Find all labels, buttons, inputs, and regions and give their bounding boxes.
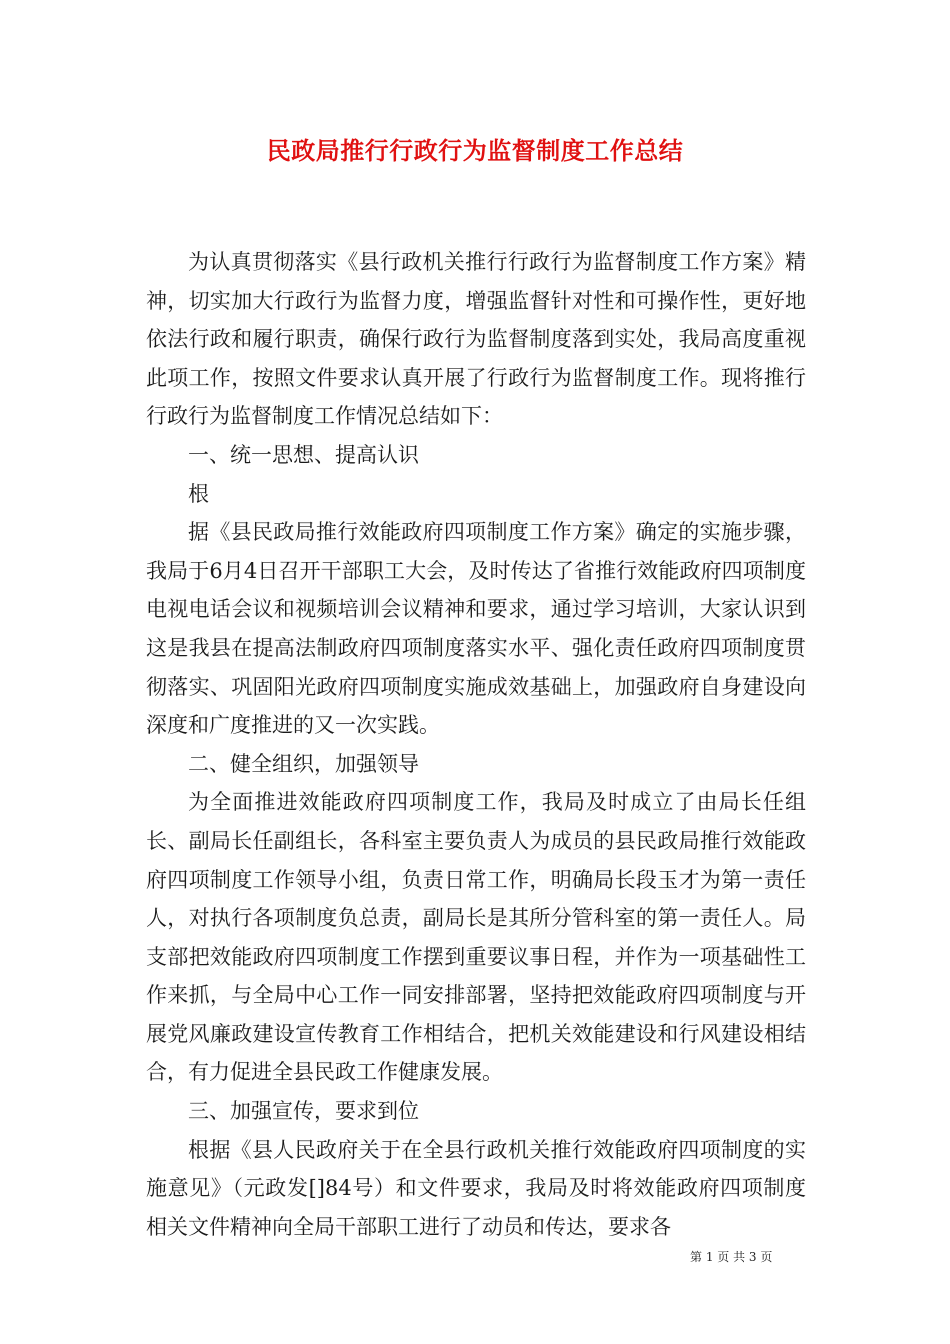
body-paragraph: 据《县民政局推行效能政府四项制度工作方案》确定的实施步骤，我局于6月4日召开干部职工大会，及时传达了省推行效能政府四项制度电视电话会议和视频培训会议精神和要求，通过学习培训，大家认识到这是我县在提高法制政府四项制度落实水平、强化责任政府四项制度贯彻落实、巩固阳光政府四项制度实施成效基础上，加强政府自身建设向深度和广度推进的又一次实践。 bbox=[146, 520, 806, 738]
body-paragraph: 根据《县人民政府关于在全县行政机关推行效能政府四项制度的实施意见》（元政发[]84号）和文件要求，我局及时将效能政府四项制度相关文件精神向全局干部职工进行了动员和传达，要求各 bbox=[146, 1137, 806, 1239]
intro-paragraph: 为认真贯彻落实《县行政机关推行行政行为监督制度工作方案》精神，切实加大行政行为监督力度，增强监督针对性和可操作性，更好地依法行政和履行职责，确保行政行为监督制度落到实处，我局高度重视此项工作，按照文件要求认真开展了行政行为监督制度工作。现将推行行政行为监督制度工作情况总结如下： bbox=[146, 250, 806, 429]
section-heading-3: 三、加强宣传，要求到位 bbox=[188, 1099, 419, 1124]
document-title: 民政局推行行政行为监督制度工作总结 bbox=[266, 136, 684, 165]
body-paragraph: 为全面推进效能政府四项制度工作，我局及时成立了由局长任组长、副局长任副组长，各科室主要负责人为成员的县民政局推行效能政府四项制度工作领导小组，负责日常工作，明确局长段玉才为第一责任人，对执行各项制度负总责，副局长是其所分管科室的第一责任人。局支部把效能政府四项制度工作摆到重要议事日程，并作为一项基础性工作来抓，与全局中心工作一同安排部署，坚持把效能政府四项制度与开展党风廉政建设宣传教育工作相结合，把机关效能建设和行风建设相结合，有力促进全县民政工作健康发展。 bbox=[146, 790, 806, 1085]
document-body bbox=[146, 243, 806, 1246]
section-heading-1: 一、统一思想、提高认识 bbox=[188, 442, 419, 467]
body-paragraph: 根 bbox=[188, 481, 209, 506]
section-heading-2: 二、健全组织，加强领导 bbox=[188, 751, 419, 776]
page-number-footer: 第 1 页 共 3 页 bbox=[690, 1250, 773, 1264]
